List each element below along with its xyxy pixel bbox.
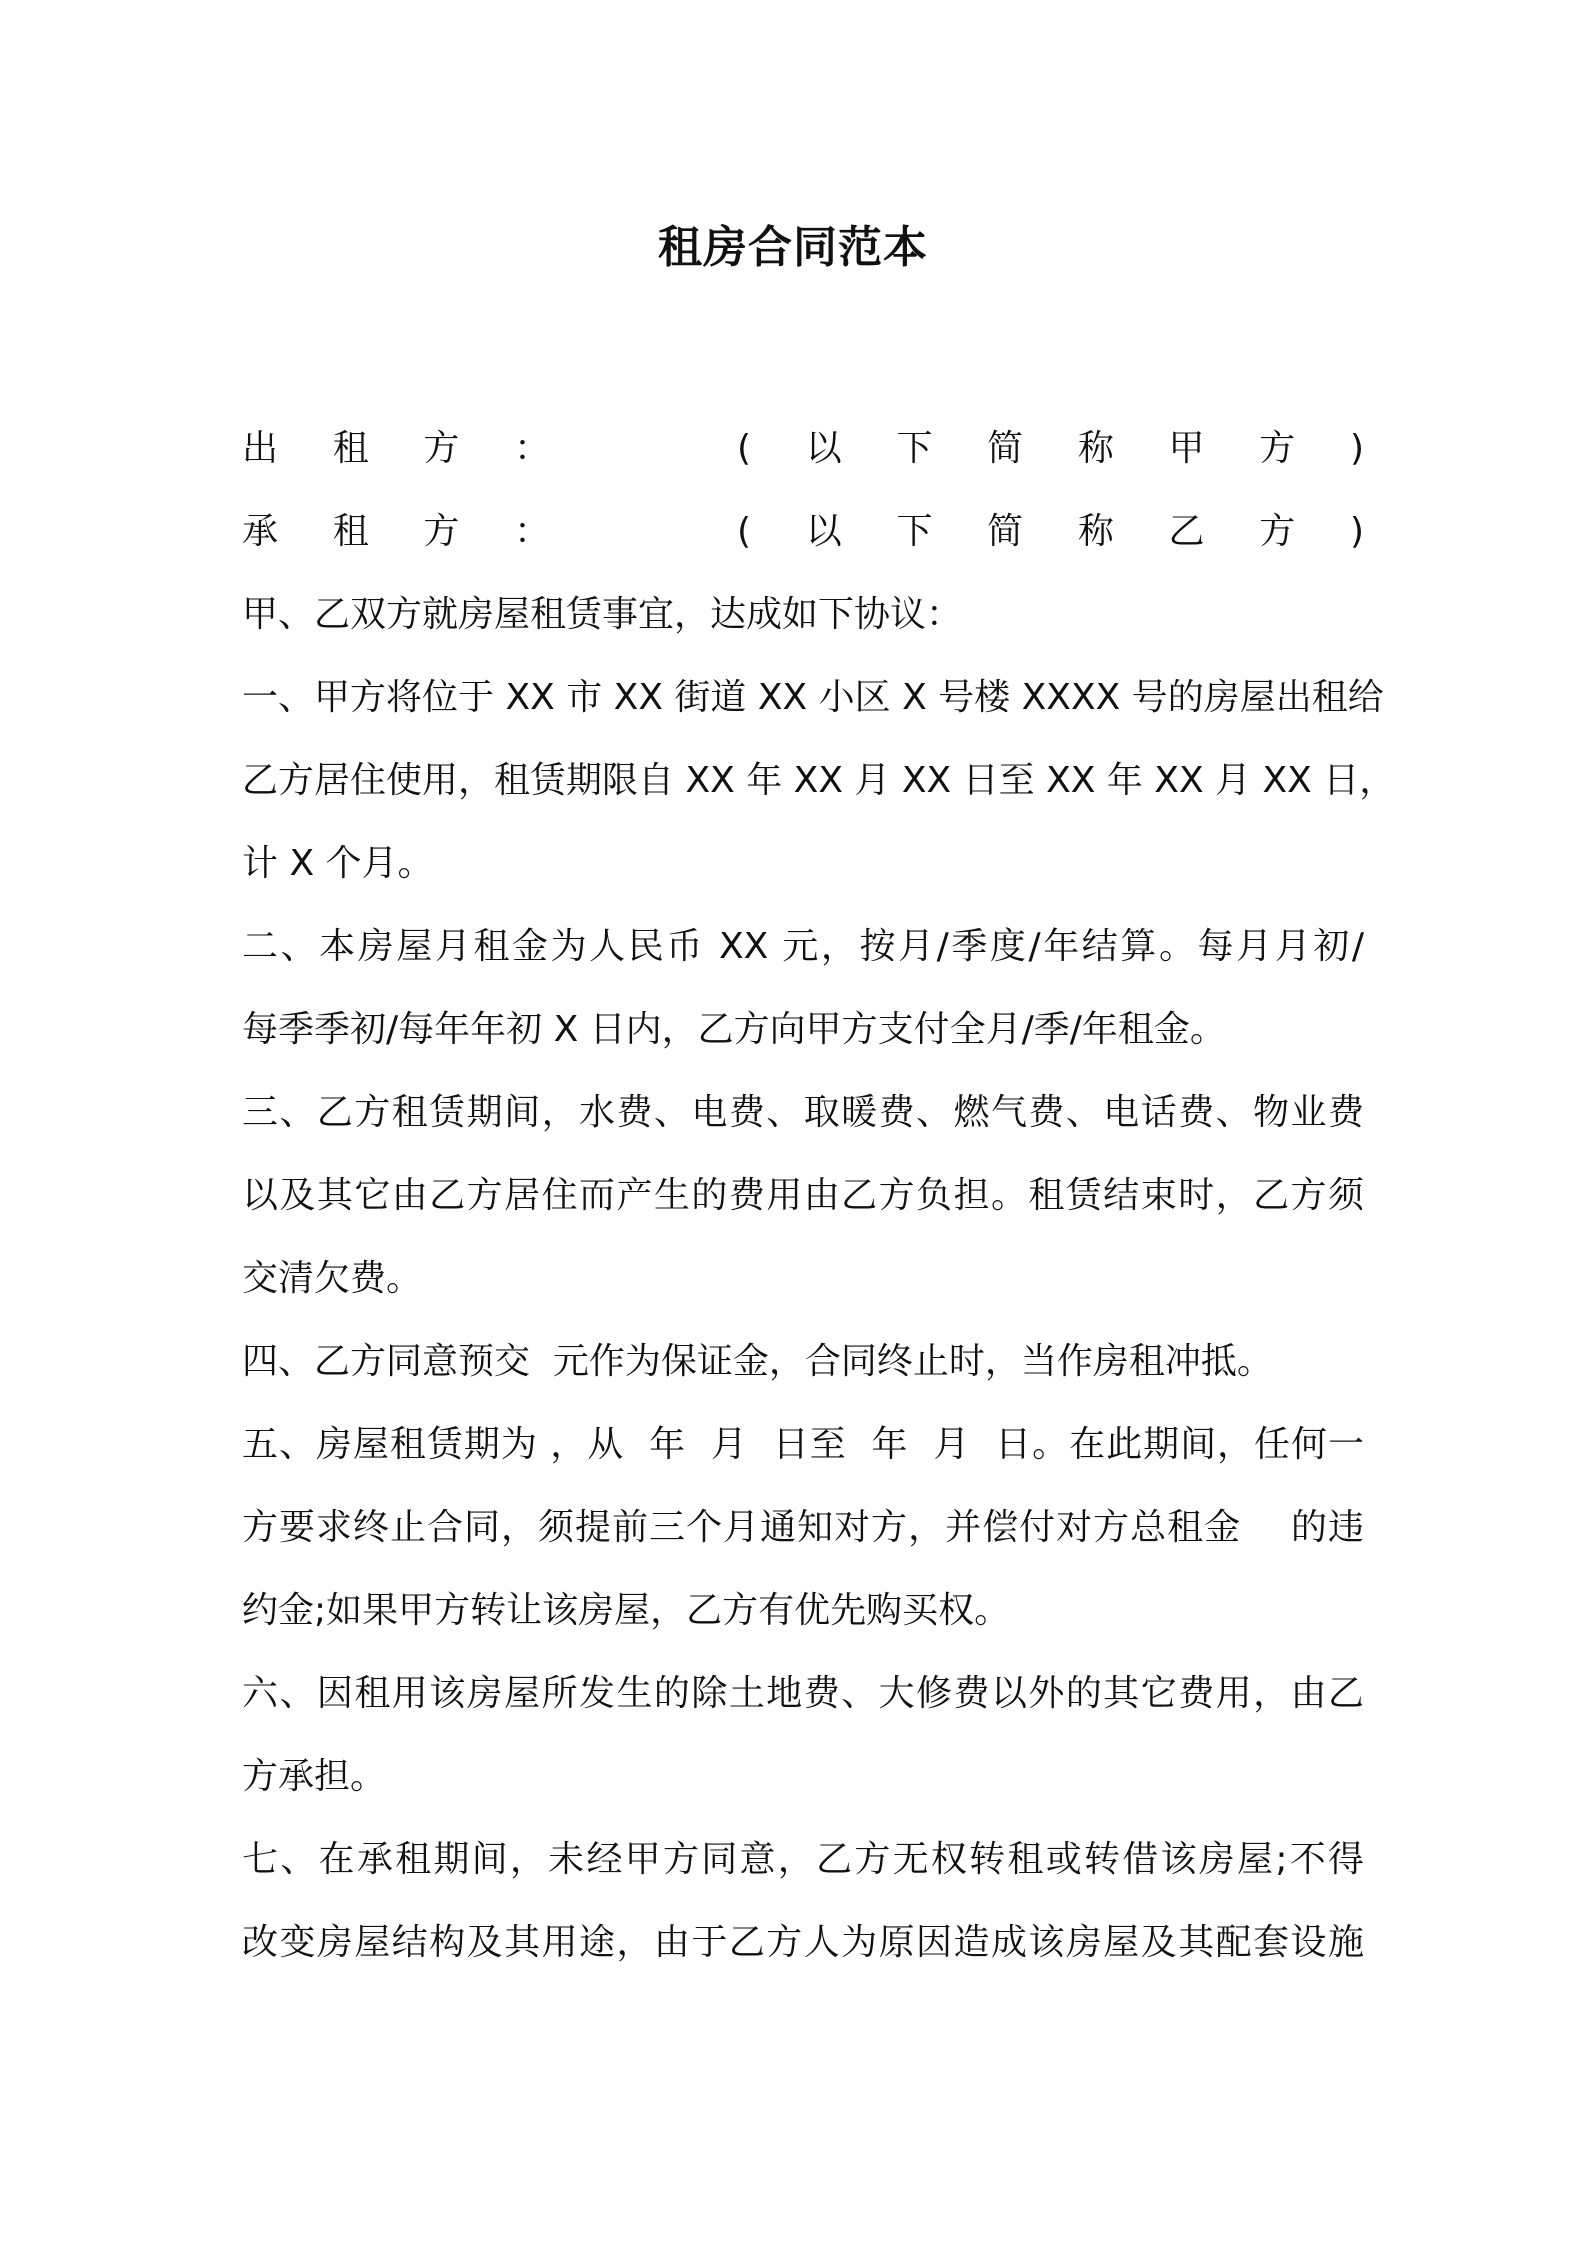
clause-3-line-2: 以及其它由乙方居住而产生的费用由乙方负担。租赁结束时，乙方须 xyxy=(242,1175,1364,1216)
clause-3-line-3: 交清欠费。 xyxy=(242,1258,423,1299)
document-body xyxy=(242,407,1396,1984)
clause-1-line-2: 乙方居住使用，租赁期限自 XX 年 XX 月 XX 日至 XX 年 XX 月 XX 日， xyxy=(242,760,1396,801)
clause-2-line-2: 每季季初/每年年初 X 日内，乙方向甲方支付全月/季/年租金。 xyxy=(242,1009,1226,1050)
clause-5-line-1: 五、房屋租赁期为 ，从 年 月 日至 年 月 日。在此期间，任何一 xyxy=(242,1424,1364,1465)
document-title: 租房合同范本 xyxy=(658,222,928,273)
lessee-line: 承租方： (以下简称乙方) xyxy=(242,511,1364,552)
clause-7-line-1: 七、在承租期间，未经甲方同意，乙方无权转租或转借该房屋;不得 xyxy=(242,1839,1364,1880)
clause-1-line-1: 一、甲方将位于 XX 市 XX 街道 XX 小区 X 号楼 XXXX 号的房屋出租给 xyxy=(242,677,1384,718)
clause-2-line-1: 二、本房屋月租金为人民币 XX 元，按月/季度/年结算。每月月初/ xyxy=(242,926,1364,967)
clause-7-line-2: 改变房屋结构及其用途，由于乙方人为原因造成该房屋及其配套设施 xyxy=(242,1922,1364,1963)
clause-5-line-3: 约金;如果甲方转让该房屋，乙方有优先购买权。 xyxy=(242,1590,1011,1631)
clause-6-line-1: 六、因租用该房屋所发生的除土地费、大修费以外的其它费用，由乙 xyxy=(242,1673,1364,1714)
lessor-line: 出租方： (以下简称甲方) xyxy=(242,428,1364,469)
clause-6-line-2: 方承担。 xyxy=(242,1756,387,1797)
clause-4-line-1: 四、乙方同意预交 元作为保证金，合同终止时，当作房租冲抵。 xyxy=(242,1341,1273,1382)
clause-5-line-2: 方要求终止合同，须提前三个月通知对方，并偿付对方总租金 的违 xyxy=(242,1507,1364,1548)
clause-1-line-3: 计 X 个月。 xyxy=(242,843,434,884)
agreement-intro: 甲、乙双方就房屋租赁事宜，达成如下协议： xyxy=(242,594,963,635)
clause-3-line-1: 三、乙方租赁期间，水费、电费、取暖费、燃气费、电话费、物业费 xyxy=(242,1092,1364,1133)
